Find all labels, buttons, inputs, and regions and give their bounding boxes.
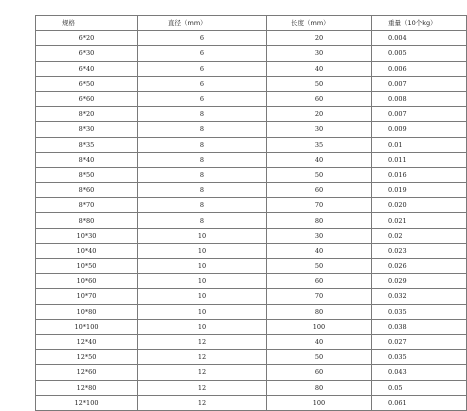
cell-diameter: 8 <box>138 152 267 167</box>
cell-weight: 0.007 <box>372 107 467 122</box>
table-row <box>36 198 467 213</box>
cell-length: 50 <box>267 76 372 91</box>
cell-weight: 0.008 <box>372 91 467 106</box>
cell-spec: 12*60 <box>36 365 138 380</box>
table-row <box>36 243 467 258</box>
cell-length: 20 <box>267 31 372 46</box>
cell-spec: 12*100 <box>36 395 138 410</box>
table-row <box>36 334 467 349</box>
cell-length: 50 <box>267 167 372 182</box>
cell-weight: 0.019 <box>372 183 467 198</box>
cell-length: 100 <box>267 319 372 334</box>
cell-weight: 0.061 <box>372 395 467 410</box>
cell-spec: 10*100 <box>36 319 138 334</box>
cell-length: 70 <box>267 289 372 304</box>
cell-spec: 10*40 <box>36 243 138 258</box>
table-row <box>36 137 467 152</box>
header-length: 长度（mm） <box>267 16 372 31</box>
cell-weight: 0.004 <box>372 31 467 46</box>
cell-weight: 0.027 <box>372 334 467 349</box>
table-row <box>36 365 467 380</box>
cell-length: 50 <box>267 350 372 365</box>
cell-length: 60 <box>267 274 372 289</box>
cell-diameter: 6 <box>138 46 267 61</box>
cell-spec: 12*80 <box>36 380 138 395</box>
cell-spec: 8*35 <box>36 137 138 152</box>
cell-diameter: 6 <box>138 61 267 76</box>
cell-spec: 10*80 <box>36 304 138 319</box>
cell-spec: 8*40 <box>36 152 138 167</box>
table-row <box>36 274 467 289</box>
cell-diameter: 12 <box>138 365 267 380</box>
cell-length: 80 <box>267 304 372 319</box>
cell-length: 30 <box>267 122 372 137</box>
table-row <box>36 31 467 46</box>
cell-spec: 10*30 <box>36 228 138 243</box>
cell-weight: 0.035 <box>372 350 467 365</box>
cell-weight: 0.020 <box>372 198 467 213</box>
cell-weight: 0.023 <box>372 243 467 258</box>
cell-diameter: 6 <box>138 91 267 106</box>
table-row <box>36 167 467 182</box>
cell-diameter: 10 <box>138 259 267 274</box>
cell-diameter: 8 <box>138 198 267 213</box>
cell-spec: 12*50 <box>36 350 138 365</box>
cell-diameter: 6 <box>138 31 267 46</box>
cell-weight: 0.005 <box>372 46 467 61</box>
cell-diameter: 12 <box>138 350 267 365</box>
cell-length: 40 <box>267 334 372 349</box>
cell-diameter: 10 <box>138 319 267 334</box>
table-header-row <box>36 16 467 31</box>
cell-length: 80 <box>267 213 372 228</box>
table-row <box>36 259 467 274</box>
cell-length: 40 <box>267 152 372 167</box>
cell-spec: 10*50 <box>36 259 138 274</box>
cell-weight: 0.009 <box>372 122 467 137</box>
cell-spec: 8*70 <box>36 198 138 213</box>
cell-diameter: 12 <box>138 334 267 349</box>
cell-length: 80 <box>267 380 372 395</box>
cell-length: 100 <box>267 395 372 410</box>
cell-spec: 8*80 <box>36 213 138 228</box>
cell-weight: 0.05 <box>372 380 467 395</box>
cell-spec: 12*40 <box>36 334 138 349</box>
table-row <box>36 122 467 137</box>
cell-spec: 8*60 <box>36 183 138 198</box>
cell-weight: 0.02 <box>372 228 467 243</box>
cell-length: 50 <box>267 259 372 274</box>
cell-spec: 6*20 <box>36 31 138 46</box>
table-row <box>36 350 467 365</box>
table-row <box>36 395 467 410</box>
cell-diameter: 8 <box>138 137 267 152</box>
table-row <box>36 183 467 198</box>
table-row <box>36 76 467 91</box>
cell-spec: 10*60 <box>36 274 138 289</box>
table-row <box>36 380 467 395</box>
cell-weight: 0.021 <box>372 213 467 228</box>
cell-weight: 0.043 <box>372 365 467 380</box>
cell-length: 40 <box>267 61 372 76</box>
cell-weight: 0.029 <box>372 274 467 289</box>
cell-length: 35 <box>267 137 372 152</box>
header-spec: 规格 <box>36 16 138 31</box>
cell-spec: 8*50 <box>36 167 138 182</box>
table-row <box>36 213 467 228</box>
cell-weight: 0.016 <box>372 167 467 182</box>
cell-spec: 6*30 <box>36 46 138 61</box>
cell-spec: 10*70 <box>36 289 138 304</box>
cell-spec: 8*20 <box>36 107 138 122</box>
cell-diameter: 8 <box>138 167 267 182</box>
cell-spec: 6*40 <box>36 61 138 76</box>
cell-weight: 0.032 <box>372 289 467 304</box>
cell-diameter: 12 <box>138 395 267 410</box>
cell-weight: 0.01 <box>372 137 467 152</box>
cell-length: 30 <box>267 46 372 61</box>
cell-length: 20 <box>267 107 372 122</box>
header-diameter: 直径（mm） <box>138 16 267 31</box>
table-row <box>36 107 467 122</box>
cell-diameter: 8 <box>138 213 267 228</box>
cell-diameter: 10 <box>138 289 267 304</box>
header-weight: 重量（10个kg） <box>372 16 467 31</box>
cell-diameter: 8 <box>138 183 267 198</box>
table-row <box>36 152 467 167</box>
table-row <box>36 46 467 61</box>
cell-length: 70 <box>267 198 372 213</box>
cell-diameter: 12 <box>138 380 267 395</box>
cell-spec: 6*60 <box>36 91 138 106</box>
cell-diameter: 10 <box>138 243 267 258</box>
table-row <box>36 228 467 243</box>
table-body <box>36 31 467 411</box>
cell-spec: 8*30 <box>36 122 138 137</box>
cell-length: 40 <box>267 243 372 258</box>
table-row <box>36 91 467 106</box>
cell-spec: 6*50 <box>36 76 138 91</box>
cell-diameter: 8 <box>138 122 267 137</box>
cell-weight: 0.007 <box>372 76 467 91</box>
table-row <box>36 304 467 319</box>
cell-diameter: 6 <box>138 76 267 91</box>
cell-length: 60 <box>267 365 372 380</box>
cell-length: 60 <box>267 183 372 198</box>
cell-length: 30 <box>267 228 372 243</box>
table-row <box>36 319 467 334</box>
spec-table <box>35 15 467 411</box>
cell-diameter: 10 <box>138 274 267 289</box>
table-row <box>36 289 467 304</box>
cell-weight: 0.011 <box>372 152 467 167</box>
cell-length: 60 <box>267 91 372 106</box>
spec-sheet <box>35 15 437 411</box>
cell-weight: 0.006 <box>372 61 467 76</box>
cell-diameter: 8 <box>138 107 267 122</box>
cell-weight: 0.026 <box>372 259 467 274</box>
cell-weight: 0.035 <box>372 304 467 319</box>
cell-diameter: 10 <box>138 304 267 319</box>
cell-diameter: 10 <box>138 228 267 243</box>
table-row <box>36 61 467 76</box>
cell-weight: 0.038 <box>372 319 467 334</box>
